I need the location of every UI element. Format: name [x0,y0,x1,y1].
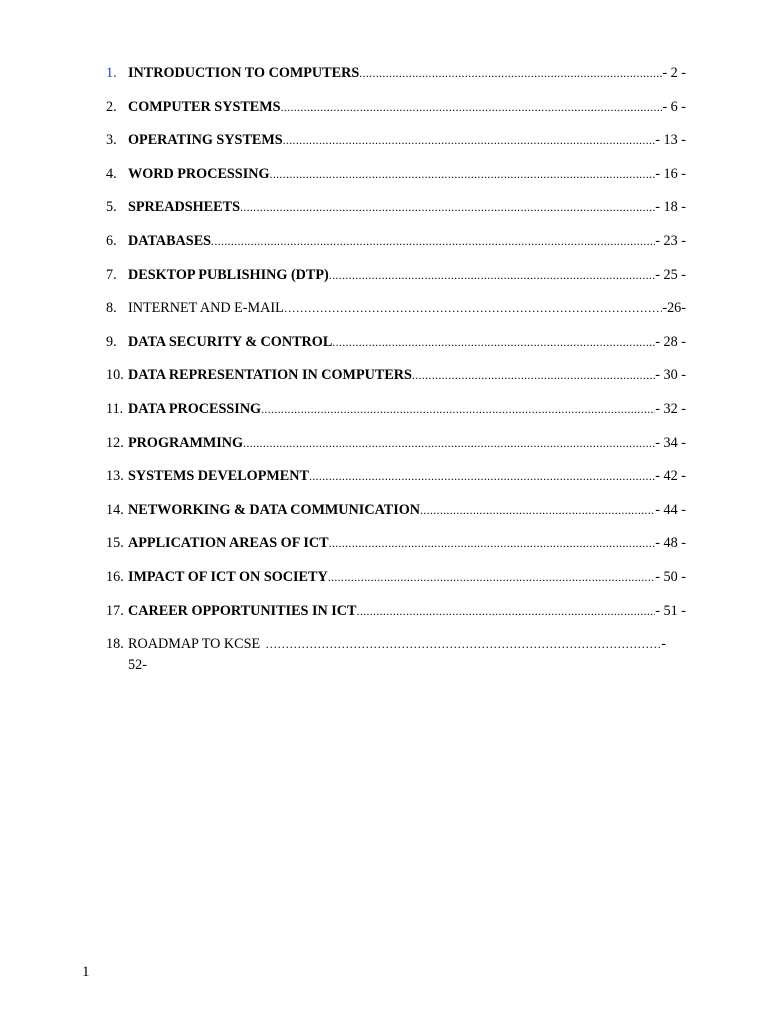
toc-entry-systems-development[interactable] [106,466,686,500]
toc-entry-databases[interactable] [106,231,686,265]
toc-number: 11. [106,400,124,417]
toc-page-number: - 18 - [655,199,686,216]
toc-number: 17. [106,602,124,619]
toc-title: SYSTEMS DEVELOPMENT [128,468,309,485]
toc-number: 16. [106,568,124,585]
toc-entry-programming[interactable] [106,433,686,467]
toc-number: 18. [106,636,124,653]
toc-title: DATA SECURITY & CONTROL [128,333,333,350]
toc-title: INTERNET AND E-MAIL [128,300,284,317]
toc-entry-data-representation[interactable] [106,365,686,399]
toc-number: 6. [106,232,117,249]
toc-title: COMPUTER SYSTEMS [128,98,281,115]
toc-title: DESKTOP PUBLISHING (DTP) [128,266,329,283]
toc-number: 3. [106,132,117,149]
dot-leader [281,97,663,117]
toc-page-number: - 42 - [655,468,686,485]
dot-leader [420,500,655,520]
toc-title: DATA PROCESSING [128,400,262,417]
dot-leader [412,365,655,385]
table-of-contents [106,63,686,675]
toc-number: 2. [106,98,117,115]
toc-number: 10. [106,367,124,384]
toc-page-number: -26- [662,300,686,317]
toc-title: INTRODUCTION TO COMPUTERS [128,65,360,81]
toc-number: 8. [106,300,117,317]
toc-entry-desktop-publishing[interactable] [106,265,686,299]
toc-page-number: - 28 - [655,333,686,350]
dot-leader [328,567,656,587]
toc-number: 7. [106,266,117,283]
toc-title: OPERATING SYSTEMS [128,132,283,149]
toc-entry-networking[interactable] [106,500,686,534]
toc-page-number: - 23 - [655,232,686,249]
toc-entry-data-processing[interactable] [106,399,686,433]
toc-page-prefix: - [661,636,666,653]
toc-page-number: - 16 - [655,165,686,182]
toc-entry-career-opportunities[interactable] [106,601,686,635]
toc-entry-introduction[interactable] [106,63,686,97]
toc-entry-roadmap-to-kcse[interactable] [106,634,686,675]
toc-title: IMPACT OF ICT ON SOCIETY [128,568,328,585]
toc-entry-data-security[interactable] [106,332,686,366]
toc-entry-application-areas[interactable] [106,533,686,567]
dot-leader [329,265,656,285]
toc-number: 12. [106,434,124,451]
toc-page-number: - 50 - [655,568,686,585]
dot-leader [357,601,656,621]
dot-leader [329,533,656,553]
toc-title: CAREER OPPORTUNITIES IN ICT [128,602,357,619]
toc-entry-internet-email[interactable] [106,298,686,332]
toc-page-number: - 44 - [655,501,686,518]
toc-page-number: - 48 - [655,535,686,552]
toc-number: 4. [106,165,117,182]
toc-page-number: - 34 - [655,434,686,451]
toc-title: PROGRAMMING [128,434,244,451]
toc-entry-impact-of-ict[interactable] [106,567,686,601]
toc-entry-operating-systems[interactable] [106,130,686,164]
dot-leader [309,466,655,486]
dot-leader [332,332,655,352]
toc-number: 1. [106,65,117,81]
toc-page-number: - 51 - [655,602,686,619]
toc-page-number: - 32 - [655,400,686,417]
toc-page-number: - 30 - [655,367,686,384]
dot-leader [283,130,656,150]
dot-leader [211,231,655,251]
toc-entry-computer-systems[interactable] [106,97,686,131]
toc-number: 5. [106,199,117,216]
dot-leader [243,433,655,453]
toc-page-number: - 13 - [655,132,686,149]
toc-number: 13. [106,468,124,485]
toc-entry-spreadsheets[interactable] [106,197,686,231]
toc-title: DATA REPRESENTATION IN COMPUTERS [128,367,412,384]
toc-page-number: - 6 - [662,98,686,115]
toc-title: ROADMAP TO KCSE [128,636,261,653]
dot-leader [270,164,656,184]
toc-number: 14. [106,501,124,518]
toc-page-number: - 2 - [662,65,686,81]
dot-leader [284,298,663,318]
toc-page-number: 52- [128,657,147,674]
dot-leader [359,63,662,83]
toc-title: NETWORKING & DATA COMMUNICATION [128,501,421,518]
page-number: 1 [82,964,90,980]
dot-leader [260,634,661,654]
toc-title: SPREADSHEETS [128,199,240,216]
toc-title: WORD PROCESSING [128,165,270,182]
toc-entry-line [106,634,686,654]
toc-title: DATABASES [128,232,212,249]
toc-entry-word-processing[interactable] [106,164,686,198]
dot-leader [261,399,655,419]
toc-number: 9. [106,333,117,350]
toc-number: 15. [106,535,124,552]
toc-page-number: - 25 - [655,266,686,283]
toc-title: APPLICATION AREAS OF ICT [128,535,329,552]
dot-leader [240,197,655,217]
